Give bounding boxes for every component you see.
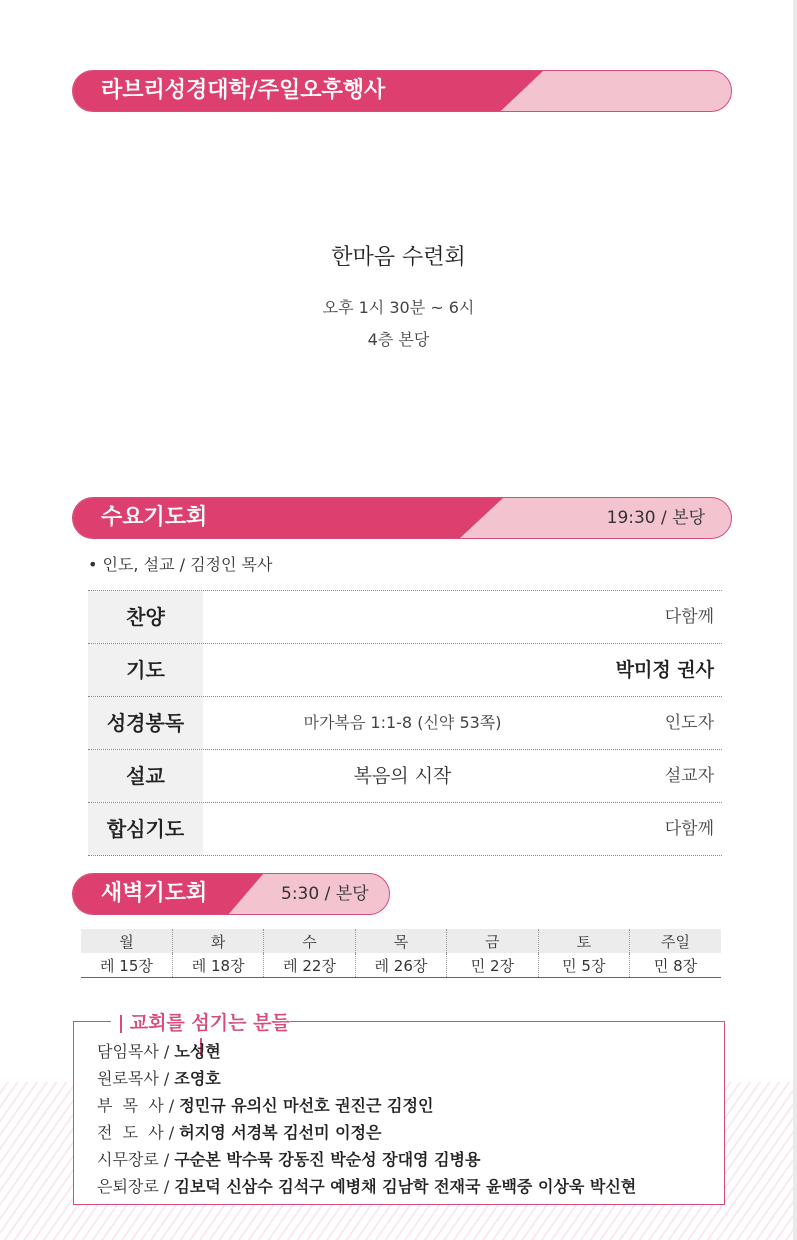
- program-row: [88, 697, 722, 750]
- list-item: [97, 1038, 636, 1065]
- program-person: 설교자: [664, 766, 714, 786]
- program-label: 찬양: [88, 591, 203, 643]
- program-person: 박미정 권사: [615, 659, 714, 681]
- program-row: [88, 591, 722, 644]
- chapter-cell: 레 26장: [355, 953, 446, 978]
- title-bar-left: [120, 1015, 122, 1033]
- day-cell: 수: [264, 929, 355, 953]
- program-label: 합심기도: [88, 803, 203, 855]
- servants-list: [97, 1038, 636, 1200]
- program-person: 다함께: [664, 607, 714, 627]
- role-label: 은퇴장로 /: [97, 1177, 175, 1196]
- program-row: [88, 803, 722, 856]
- names: 구순본 박수묵 강동진 박순성 장대영 김병용: [174, 1150, 481, 1169]
- section-time-place: 19:30 / 본당: [606, 508, 705, 528]
- section-header-wednesday: [72, 497, 732, 539]
- names: 조영호: [174, 1069, 221, 1088]
- role-label: 시무장로 /: [97, 1150, 175, 1169]
- box-top-border-left: [73, 1021, 111, 1022]
- program-row: [88, 644, 722, 697]
- program-person: 다함께: [664, 819, 714, 839]
- day-cell: 월: [81, 929, 172, 953]
- names: 정민규 유의신 마선호 권진근 김정인: [179, 1096, 434, 1115]
- program-row: [88, 750, 722, 803]
- names: 허지영 서경복 김선미 이정은: [179, 1123, 382, 1142]
- program-person: 인도자: [664, 713, 714, 733]
- section-header-bible-college: [72, 70, 732, 112]
- chapter-cell: 레 15장: [81, 953, 172, 978]
- list-item: [97, 1092, 636, 1119]
- servants-title-text: 교회를 섬기는 분들: [129, 1012, 290, 1034]
- names: 김보덕 신삼수 김석구 예병채 김남학 전재국 윤백중 이상욱 박신현: [174, 1177, 637, 1196]
- chapter-cell: 민 8장: [630, 953, 721, 978]
- program-content: 마가복음 1:1-8 (신약 53쪽): [303, 713, 502, 732]
- role-label: 담임목사 /: [97, 1042, 175, 1061]
- box-top-border-right: [290, 1021, 725, 1022]
- table-row: [81, 929, 721, 953]
- list-item: [97, 1173, 636, 1200]
- role-label: 원로목사 /: [97, 1069, 175, 1088]
- leader-line: • 인도, 설교 / 김정인 목사: [88, 555, 273, 574]
- chapter-cell: 민 5장: [538, 953, 629, 978]
- chapter-cell: 레 22장: [264, 953, 355, 978]
- chapter-cell: 레 18장: [172, 953, 263, 978]
- day-cell: 금: [447, 929, 538, 953]
- role-label: 전 도 사 /: [97, 1123, 180, 1142]
- section-header-dawn: [72, 873, 390, 915]
- program-label: 설교: [88, 750, 203, 802]
- section-title: 수요기도회: [101, 505, 208, 530]
- day-cell: 주일: [630, 929, 721, 953]
- names: 노성현: [174, 1042, 221, 1061]
- section-time-place: 5:30 / 본당: [281, 884, 369, 904]
- day-cell: 토: [538, 929, 629, 953]
- dawn-schedule-table: [81, 929, 721, 978]
- page-edge: [793, 0, 797, 1240]
- section-title: 새벽기도회: [101, 881, 208, 906]
- role-label: 부 목 사 /: [97, 1096, 180, 1115]
- list-item: [97, 1146, 636, 1173]
- day-cell: 목: [355, 929, 446, 953]
- table-row: [81, 953, 721, 978]
- event-title: 한마음 수련회: [331, 245, 466, 270]
- program-content: 복음의 시작: [353, 765, 452, 787]
- list-item: [97, 1065, 636, 1092]
- wednesday-program: [88, 590, 722, 856]
- chapter-cell: 민 2장: [447, 953, 538, 978]
- section-title: 라브리성경대학/주일오후행사: [101, 78, 386, 103]
- program-label: 기도: [88, 644, 203, 696]
- event-time: 오후 1시 30분 ~ 6시: [322, 298, 475, 317]
- day-cell: 화: [172, 929, 263, 953]
- program-label: 성경봉독: [88, 697, 203, 749]
- event-place: 4층 본당: [367, 330, 430, 349]
- list-item: [97, 1119, 636, 1146]
